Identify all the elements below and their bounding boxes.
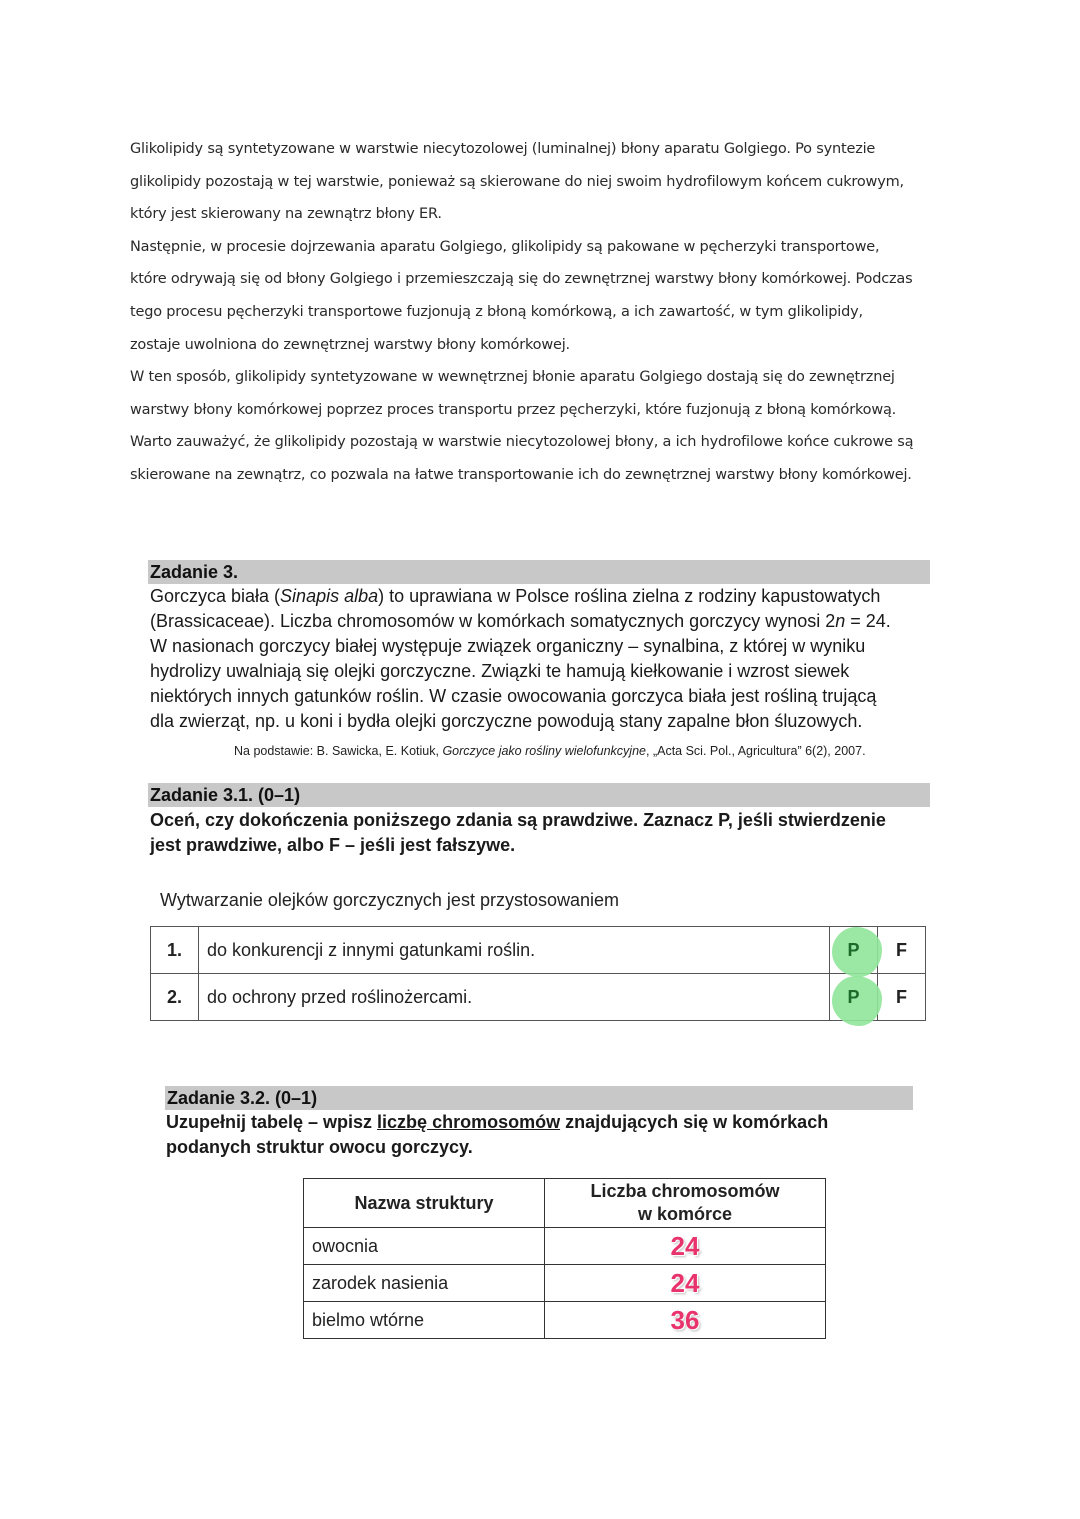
answer-line: skierowane na zewnątrz, co pozwala na łatwe transportowanie ich do zewnętrznej warstwy błony komórkowej. bbox=[130, 466, 912, 483]
table-row bbox=[304, 1265, 826, 1302]
answer-line: W ten sposób, glikolipidy syntetyzowane w wewnętrznej błonie aparatu Golgiego dostają się do zewnętrznej bbox=[130, 369, 895, 386]
answer-line: Glikolipidy są syntetyzowane w warstwie niecytozolowej (luminalnej) błony aparatu Golgiego. Po syntezie bbox=[130, 141, 876, 157]
instruction-line: podanych struktur owocu gorczycy. bbox=[166, 1137, 473, 1157]
task3-heading: Zadanie 3. bbox=[148, 560, 930, 584]
row-number: 1. bbox=[151, 927, 199, 974]
answer-line: glikolipidy pozostają w tej warstwie, ponieważ są skierowane do niej swoim hydrofilowym końcem cukrowym, bbox=[130, 173, 904, 190]
option-p[interactable]: P bbox=[830, 927, 878, 974]
answer-line: zostaje uwolniona do zewnętrznej warstwy błony komórkowej. bbox=[130, 336, 570, 353]
option-p[interactable]: P bbox=[830, 974, 878, 1021]
task3-intro bbox=[150, 584, 891, 734]
intro-line: hydrolizy uwalniają się olejki gorczyczne. Związki te hamują kiełkowanie i wzrost siewek bbox=[150, 661, 850, 681]
intro-line: (Brassicaceae). Liczba chromosomów w komórkach somatycznych gorczycy wynosi 2n = 24. bbox=[150, 611, 891, 631]
table-row bbox=[151, 974, 926, 1021]
true-false-table bbox=[150, 926, 926, 1021]
intro-line: Gorczyca biała (Sinapis alba) to uprawiana w Polsce roślina zielna z rodziny kapustowatych bbox=[150, 586, 881, 606]
intro-line: niektórych innych gatunków roślin. W czasie owocowania gorczyca biała jest rośliną trującą bbox=[150, 686, 877, 706]
answer-line: które odrywają się od błony Golgiego i przemieszczają się do zewnętrznej warstwy błony komórkowej. Podczas bbox=[130, 271, 913, 288]
instruction-line: Uzupełnij tabelę – wpisz liczbę chromosomów znajdujących się w komórkach bbox=[166, 1112, 829, 1132]
option-f[interactable]: F bbox=[878, 927, 926, 974]
answer-line: który jest skierowany na zewnątrz błony ER. bbox=[130, 206, 442, 223]
citation: Na podstawie: B. Sawicka, E. Kotiuk, Gorczyce jako rośliny wielofunkcyjne, „Acta Sci. Pol., Agricultura” 6(2), 2007. bbox=[234, 744, 866, 758]
row-number: 2. bbox=[151, 974, 199, 1021]
answer-line: tego procesu pęcherzyki transportowe fuzjonują z błoną komórkową, a ich zawartość, w tym glikolipidy, bbox=[130, 303, 863, 320]
column-header: Liczba chromosomów w komórce bbox=[545, 1179, 826, 1228]
table-row bbox=[304, 1228, 826, 1265]
intro-line: W nasionach gorczycy białej występuje związek organiczny – synalbina, z której w wyniku bbox=[150, 636, 866, 656]
chromosome-count[interactable]: 24 bbox=[545, 1265, 826, 1302]
answer-paragraph bbox=[130, 133, 960, 492]
answer-line: warstwy błony komórkowej poprzez proces transportu przez pęcherzyki, które fuzjonują z błoną komórkową. bbox=[130, 401, 897, 418]
instruction-line: Oceń, czy dokończenia poniższego zdania są prawdziwe. Zaznacz P, jeśli stwierdzenie bbox=[150, 810, 886, 830]
column-header: Nazwa struktury bbox=[304, 1179, 545, 1228]
task3-2-instruction bbox=[166, 1110, 828, 1160]
instruction-line: jest prawdziwe, albo F – jeśli jest fałszywe. bbox=[150, 835, 516, 855]
option-f[interactable]: F bbox=[878, 974, 926, 1021]
structure-name: bielmo wtórne bbox=[304, 1302, 545, 1339]
task3-2-heading: Zadanie 3.2. (0–1) bbox=[165, 1086, 913, 1110]
answer-line: Warto zauważyć, że glikolipidy pozostają w warstwie niecytozolowej błony, a ich hydrofilowe końce cukrowe są bbox=[130, 434, 914, 451]
statement-text: do ochrony przed roślinożercami. bbox=[199, 974, 830, 1021]
chromosome-count[interactable]: 24 bbox=[545, 1228, 826, 1265]
table-row bbox=[151, 927, 926, 974]
task3-1-lead: Wytwarzanie olejków gorczycznych jest przystosowaniem bbox=[160, 890, 619, 910]
answer-line: Następnie, w procesie dojrzewania aparatu Golgiego, glikolipidy są pakowane w pęcherzyki transportowe, bbox=[130, 238, 880, 255]
task3-1-heading: Zadanie 3.1. (0–1) bbox=[148, 783, 930, 807]
table-header-row bbox=[304, 1179, 826, 1228]
statement-text: do konkurencji z innymi gatunkami roślin. bbox=[199, 927, 830, 974]
task3-1-instruction bbox=[150, 808, 886, 858]
chromosome-table bbox=[303, 1178, 826, 1339]
intro-line: dla zwierząt, np. u koni i bydła olejki gorczyczne powodują stany zapalne błon śluzowych. bbox=[150, 711, 863, 731]
table-row bbox=[304, 1302, 826, 1339]
structure-name: owocnia bbox=[304, 1228, 545, 1265]
structure-name: zarodek nasienia bbox=[304, 1265, 545, 1302]
chromosome-count[interactable]: 36 bbox=[545, 1302, 826, 1339]
